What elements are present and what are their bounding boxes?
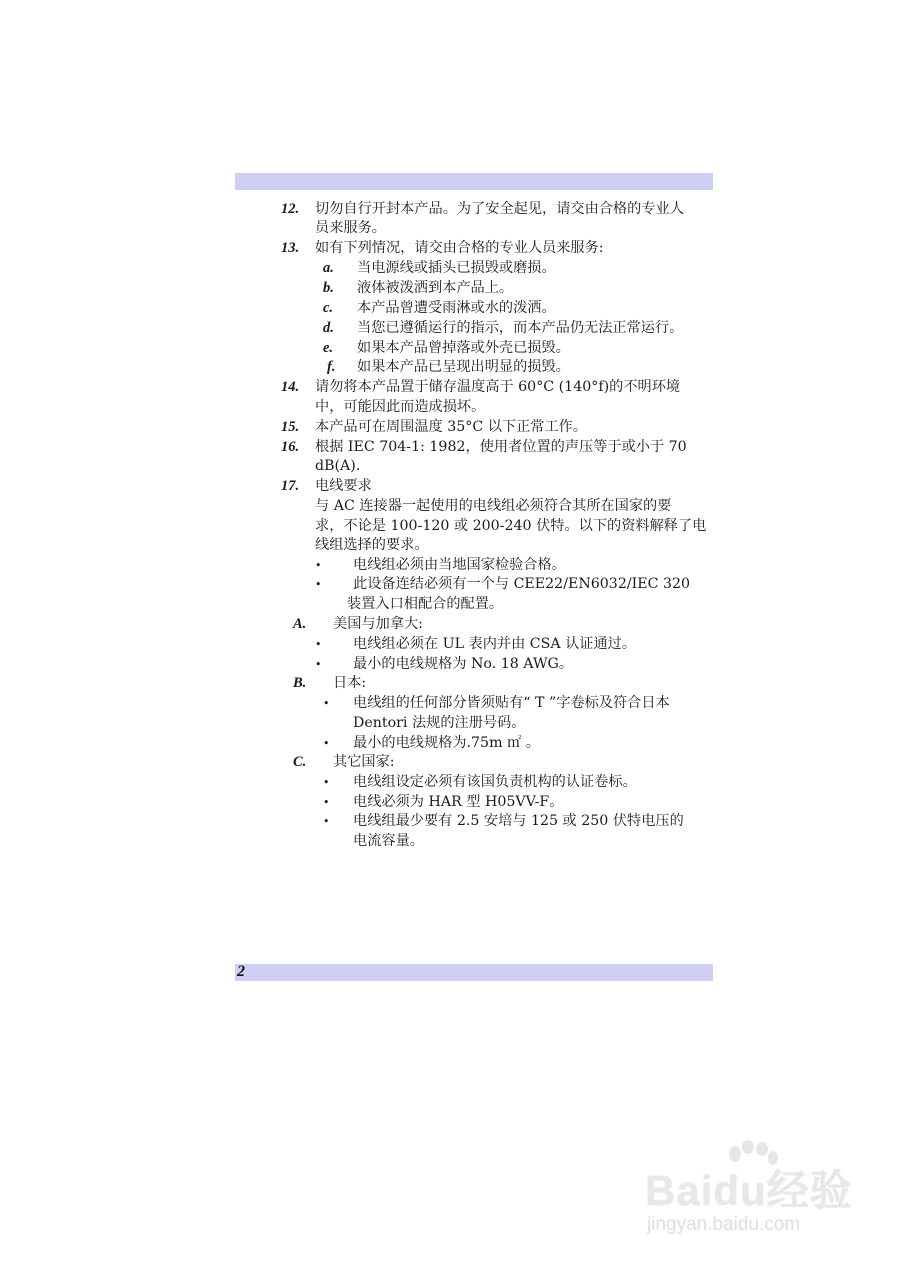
- sub-letter: b.: [323, 280, 334, 296]
- bullet-dot: •: [323, 815, 330, 828]
- sub-letter: c.: [323, 300, 334, 316]
- item-number: 12.: [281, 201, 300, 217]
- baidu-watermark: [645, 1140, 855, 1250]
- bullet-text: 电线组必须在 UL 表内并由 CSA 认证通过。: [353, 636, 637, 652]
- sub-text: 当电源线或插头已损毁或磨损。: [357, 260, 556, 276]
- sub-letter: e.: [323, 340, 334, 356]
- item-text: 如有下列情况，请交由合格的专业人员来服务:: [315, 240, 604, 256]
- item-text: 根据 IEC 704-1: 1982，使用者位置的声压等于或小于 70: [315, 439, 687, 455]
- bullet-text: Dentori 法规的注册号码。: [353, 715, 526, 731]
- page-number: 2: [237, 963, 245, 980]
- item-text: 切勿自行开封本产品。为了安全起见，请交由合格的专业人: [315, 201, 684, 217]
- item-text: dB(A).: [315, 458, 361, 474]
- item-title: 电线要求: [315, 478, 372, 494]
- item-number: 13.: [281, 240, 300, 256]
- section-letter: B.: [293, 675, 307, 691]
- bullet-text: 最小的电线规格为 No. 18 AWG。: [353, 656, 574, 672]
- bullet-text: 装置入口相配合的配置。: [347, 596, 504, 612]
- bullet-dot: •: [323, 697, 330, 710]
- bullet-dot: •: [315, 559, 322, 572]
- item-text: 请勿将本产品置于储存温度高于 60°C (140°f)的不明环境: [315, 379, 681, 395]
- footer-bar: [235, 964, 713, 981]
- sub-text: 液体被泼洒到本产品上。: [357, 280, 514, 296]
- item-text: 中，可能因此而造成损坏。: [315, 399, 486, 415]
- section-title: 其它国家:: [333, 754, 395, 770]
- item-number: 15.: [281, 419, 300, 435]
- sub-letter: f.: [327, 359, 336, 375]
- bullet-dot: •: [315, 638, 322, 651]
- sub-text: 本产品曾遭受雨淋或水的泼洒。: [357, 300, 556, 316]
- bullet-dot: •: [315, 658, 322, 671]
- sub-letter: d.: [323, 320, 334, 336]
- bullet-text: 电线组设定必须有该国负责机构的认证卷标。: [353, 774, 637, 790]
- section-title: 日本:: [333, 675, 367, 691]
- section-letter: A.: [293, 616, 307, 632]
- section-title: 美国与加拿大:: [333, 616, 423, 632]
- bullet-text: 电线组最少要有 2.5 安培与 125 或 250 伏特电压的: [353, 813, 684, 829]
- section-letter: C.: [293, 754, 307, 770]
- item-number: 17.: [281, 478, 300, 494]
- item-number: 16.: [281, 439, 300, 455]
- bullet-text: 电线组的任何部分皆须贴有“ T ”字卷标及符合日本: [353, 695, 670, 711]
- bullet-text: 电线必须为 HAR 型 H05VV-F。: [353, 794, 564, 810]
- bullet-text: 最小的电线规格为.75m ㎡ 。: [353, 735, 540, 751]
- item-text: 本产品可在周围温度 35°C 以下正常工作。: [315, 419, 588, 435]
- item-text: 员来服务。: [315, 220, 386, 236]
- watermark-url: jingyan.baidu.com: [647, 1214, 801, 1235]
- item-text: 求，不论是 100-120 或 200-240 伏特。以下的资料解释了电: [315, 518, 707, 534]
- watermark-logo: Baidu经验: [645, 1167, 853, 1214]
- bullet-dot: •: [315, 578, 322, 591]
- sub-text: 如果本产品已呈现出明显的损毁。: [357, 359, 570, 375]
- item-text: 与 AC 连接器一起使用的电线组必须符合其所在国家的要: [315, 498, 672, 514]
- item-number: 14.: [281, 379, 300, 395]
- bullet-dot: •: [323, 737, 330, 750]
- sub-letter: a.: [323, 260, 334, 276]
- item-text: 线组选择的要求。: [315, 537, 429, 553]
- bullet-dot: •: [323, 796, 330, 809]
- header-bar: [235, 173, 713, 190]
- bullet-dot: •: [323, 776, 330, 789]
- bullet-text: 电线组必须由当地国家检验合格。: [353, 557, 566, 573]
- bullet-text: 此设备连结必须有一个与 CEE22/EN6032/IEC 320: [353, 576, 691, 592]
- sub-text: 如果本产品曾掉落或外壳已损毁。: [357, 340, 570, 356]
- sub-text: 当您已遵循运行的指示，而本产品仍无法正常运行。: [357, 320, 684, 336]
- bullet-text: 电流容量。: [353, 833, 424, 849]
